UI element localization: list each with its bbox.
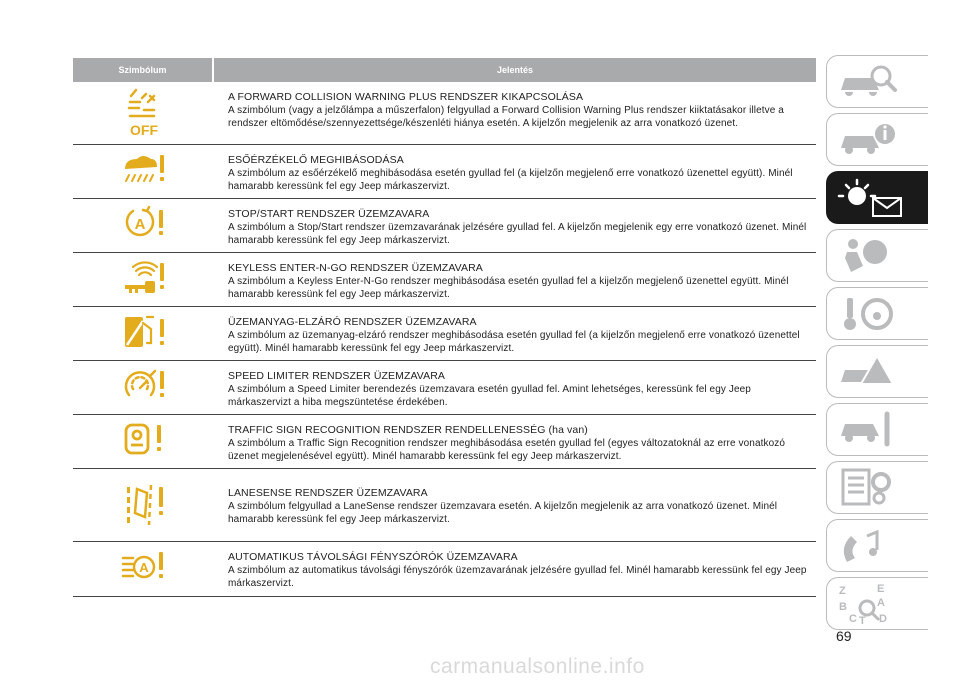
watermark: carmanualsonline.info — [430, 655, 645, 678]
keyless-fault-icon — [73, 253, 214, 306]
chapter-tab[interactable] — [826, 55, 928, 108]
svg-text:Z: Z — [839, 585, 846, 597]
traffic-sign-fault-icon — [73, 415, 214, 468]
row-title: STOP/START RENDSZER ÜZEMZAVARA — [228, 208, 430, 220]
table-row — [73, 199, 816, 253]
chapter-tab-active[interactable] — [826, 171, 928, 224]
row-text: A szimbólum az automatikus távolsági fényszórók üzemzavarának jelzésére gyullad fel. Minél hamarabb keressünk fel egy Jeep márkaszervizt. — [228, 565, 807, 589]
svg-text:E: E — [877, 584, 885, 595]
warning-light-message-icon — [837, 178, 907, 222]
phone-music-nav-icon — [837, 526, 899, 566]
car-info-icon — [837, 120, 899, 160]
row-title: TRAFFIC SIGN RECOGNITION RENDSZER RENDELLENESSÉG (ha van) — [228, 424, 588, 436]
fuel-cap-fault-icon — [73, 307, 214, 360]
chapter-tab[interactable] — [826, 287, 928, 340]
header-symbol: Szimbólum — [118, 65, 167, 75]
car-search-icon — [837, 62, 899, 102]
row-text: A szimbólum az üzemanyag-elzáró rendszer meghibásodása esetén gyullad fel (a kijelzőn megjelenő erre vonatkozó üzenettel együtt). Minél hamarabb keressünk fel egy Jeep márkaszervizt. — [228, 330, 800, 354]
chapter-tab[interactable] — [826, 229, 928, 282]
stop-start-fault-icon — [73, 199, 214, 252]
row-title: AUTOMATIKUS TÁVOLSÁGI FÉNYSZÓRÓK ÜZEMZAVARA — [228, 551, 518, 563]
table-row — [73, 469, 816, 542]
row-text: A szimbólum a Speed Limiter berendezés üzemzavara esetén gyullad fel. Amint lehetséges, keressünk fel egy Jeep márkaszervizt a hiba megszüntetése érdekében. — [228, 384, 751, 408]
header-meaning: Jelentés — [496, 65, 534, 75]
table-row — [73, 415, 816, 469]
row-title: SPEED LIMITER RENDSZER ÜZEMZAVARA — [228, 370, 446, 382]
forward-collision-off-icon — [73, 82, 214, 144]
row-title: ESŐÉRZÉKELŐ MEGHIBÁSODÁSA — [228, 154, 404, 166]
chapter-tab[interactable] — [826, 461, 928, 514]
chapter-tab[interactable] — [826, 113, 928, 166]
table-header — [73, 58, 816, 82]
alphabet-index-icon — [837, 584, 907, 628]
row-title: LANESENSE RENDSZER ÜZEMZAVARA — [228, 487, 428, 499]
svg-text:T: T — [859, 615, 866, 627]
key-steering-wheel-icon — [837, 294, 899, 334]
table-row — [73, 253, 816, 307]
svg-text:A: A — [877, 597, 885, 609]
row-text: A szimbólum a Traffic Sign Recognition rendszer meghibásodása esetén gyullad fel (egyes változatoknál az erre vonatkozó üzenet megjelenésével együtt). Minél hamarabb keressünk fel egy Jeep márkaszervizt. — [228, 438, 786, 462]
lanesense-fault-icon — [73, 469, 214, 541]
row-text: A szimbólum az esőérzékelő meghibásodása esetén gyullad fel (a kijelzőn megjelenő erre vonatkozó üzenettel együtt). Minél hamarabb keressünk fel egy Jeep márkaszervizt. — [228, 168, 793, 192]
airbag-seat-icon — [837, 236, 899, 276]
svg-text:B: B — [839, 601, 847, 613]
rain-sensor-fault-icon — [73, 145, 214, 198]
svg-text:D: D — [879, 613, 887, 625]
row-text: A szimbólum a Stop/Start rendszer üzemzavarának jelzésére gyullad fel. A kijelzőn megjelenik egy erre vonatkozó üzenet. Minél hamarabb keressünk fel egy Jeep márkaszervizt. — [228, 222, 807, 246]
chapter-tab[interactable] — [826, 403, 928, 456]
row-title: KEYLESS ENTER-N-GO RENDSZER ÜZEMZAVARA — [228, 262, 483, 274]
svg-text:A: A — [138, 560, 149, 575]
page-number: 69 — [836, 628, 852, 644]
row-text: A szimbólum a Keyless Enter-N-Go rendszer meghibásodása esetén gyullad fel a kijelzőn megjelenő üzenettel együtt. Minél hamarabb keressünk fel egy Jeep márkaszervizt. — [228, 276, 789, 300]
auto-high-beam-fault-icon — [73, 542, 214, 596]
car-crash-warning-icon — [837, 352, 899, 392]
speed-limiter-fault-icon — [73, 361, 214, 414]
table-row — [73, 145, 816, 199]
svg-text:C: C — [849, 613, 857, 625]
spec-list-gear-icon — [837, 468, 899, 508]
table-row — [73, 361, 816, 415]
row-text: A szimbólum felgyullad a LaneSense rendszer üzemzavara esetén. A kijelzőn megjelenik az arra vonatkozó üzenet. Minél hamarabb keressünk fel egy Jeep márkaszervizt. — [228, 501, 778, 525]
row-title: ÜZEMANYAG-ELZÁRÓ RENDSZER ÜZEMZAVARA — [228, 316, 477, 328]
svg-text:A: A — [134, 216, 145, 233]
chapter-tab[interactable] — [826, 345, 928, 398]
chapter-tab[interactable] — [826, 577, 928, 630]
car-wrench-icon — [837, 410, 899, 450]
table-row — [73, 307, 816, 361]
chapter-tab[interactable] — [826, 519, 928, 572]
table-row — [73, 542, 816, 597]
svg-text:OFF: OFF — [129, 122, 158, 138]
row-title: A FORWARD COLLISION WARNING PLUS RENDSZER KIKAPCSOLÁSA — [228, 91, 584, 103]
row-text: A szimbólum (vagy a jelzőlámpa a műszerfalon) felgyullad a Forward Collision Warning Plus rendszer kiiktatásakor illetve a rendszer eltömődése/szennyezettsége/készenléti hiánya esetén. A kijelzőn megjelenik az arra vonatkozó üzenet. — [228, 105, 784, 129]
table-row — [73, 82, 816, 145]
symbol-table — [73, 58, 816, 597]
